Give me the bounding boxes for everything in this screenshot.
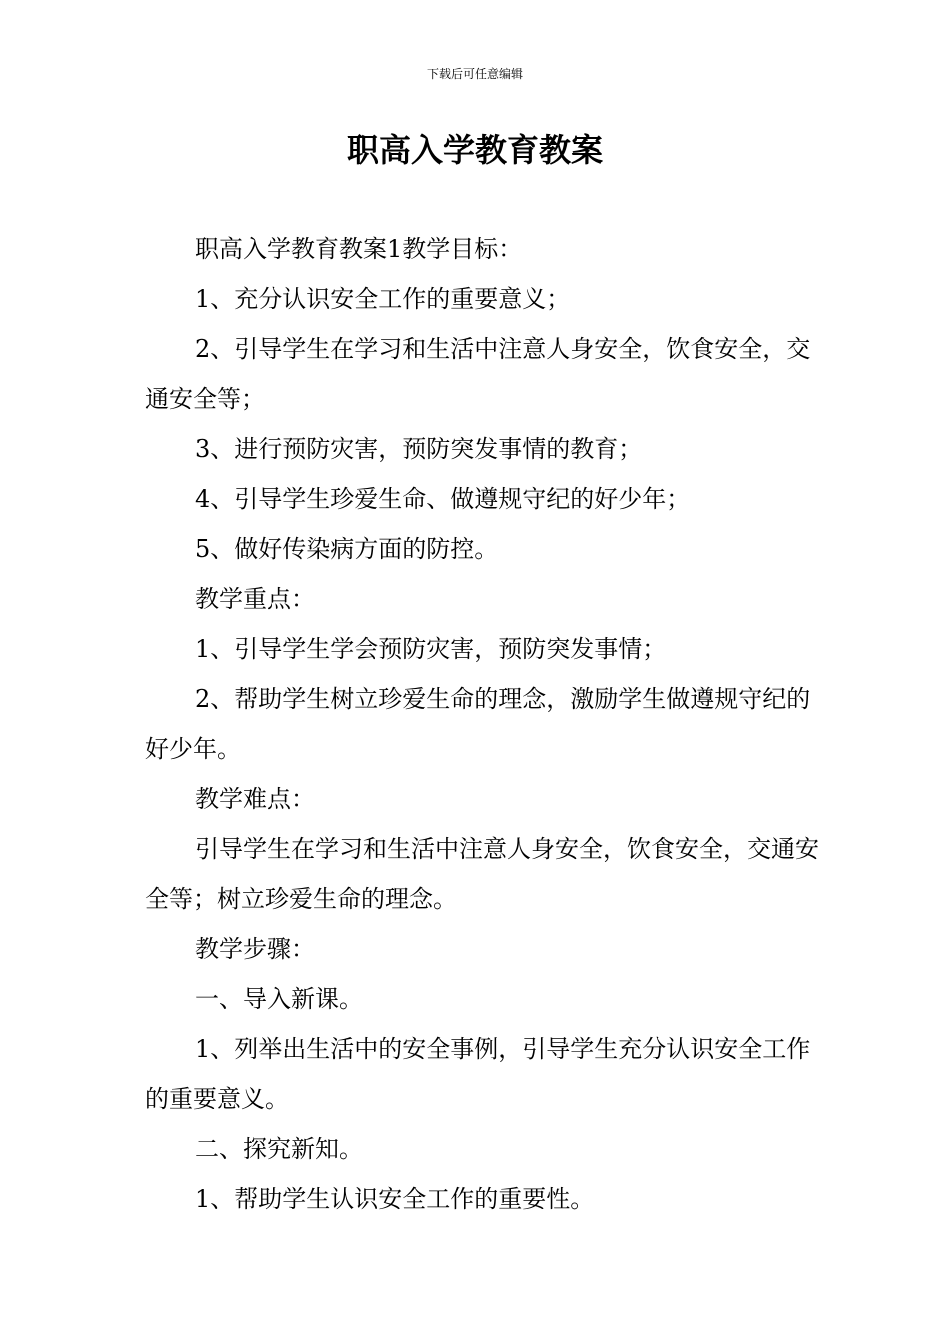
paragraph: 3、进行预防灾害，预防突发事情的教育； [195,435,643,463]
paragraph: 二、探究新知。 [195,1135,363,1163]
paragraph: 教学难点： [195,785,315,813]
paragraph: 1、引导学生学会预防灾害，预防突发事情； [195,635,667,663]
paragraph: 1、充分认识安全工作的重要意义； [195,285,571,313]
paragraph: 2、引导学生在学习和生活中注意人身安全，饮食安全，交通安全等； [145,335,811,413]
document-body [145,224,825,1224]
paragraph: 1、帮助学生认识安全工作的重要性。 [195,1185,595,1213]
paragraph: 1、列举出生活中的安全事例，引导学生充分认识安全工作的重要意义。 [145,1035,811,1113]
header-note: 下载后可任意编辑 [426,67,523,81]
paragraph: 引导学生在学习和生活中注意人身安全，饮食安全，交通安全等；树立珍爱生命的理念。 [145,835,819,913]
paragraph: 职高入学教育教案1教学目标： [195,235,523,263]
paragraph: 教学重点： [195,585,315,613]
paragraph: 4、引导学生珍爱生命、做遵规守纪的好少年； [195,485,691,513]
paragraph: 一、导入新课。 [195,985,363,1013]
paragraph: 2、帮助学生树立珍爱生命的理念，激励学生做遵规守纪的好少年。 [145,685,811,763]
paragraph: 5、做好传染病方面的防控。 [195,535,499,563]
paragraph: 教学步骤： [195,935,315,963]
document-title: 职高入学教育教案 [346,131,603,169]
